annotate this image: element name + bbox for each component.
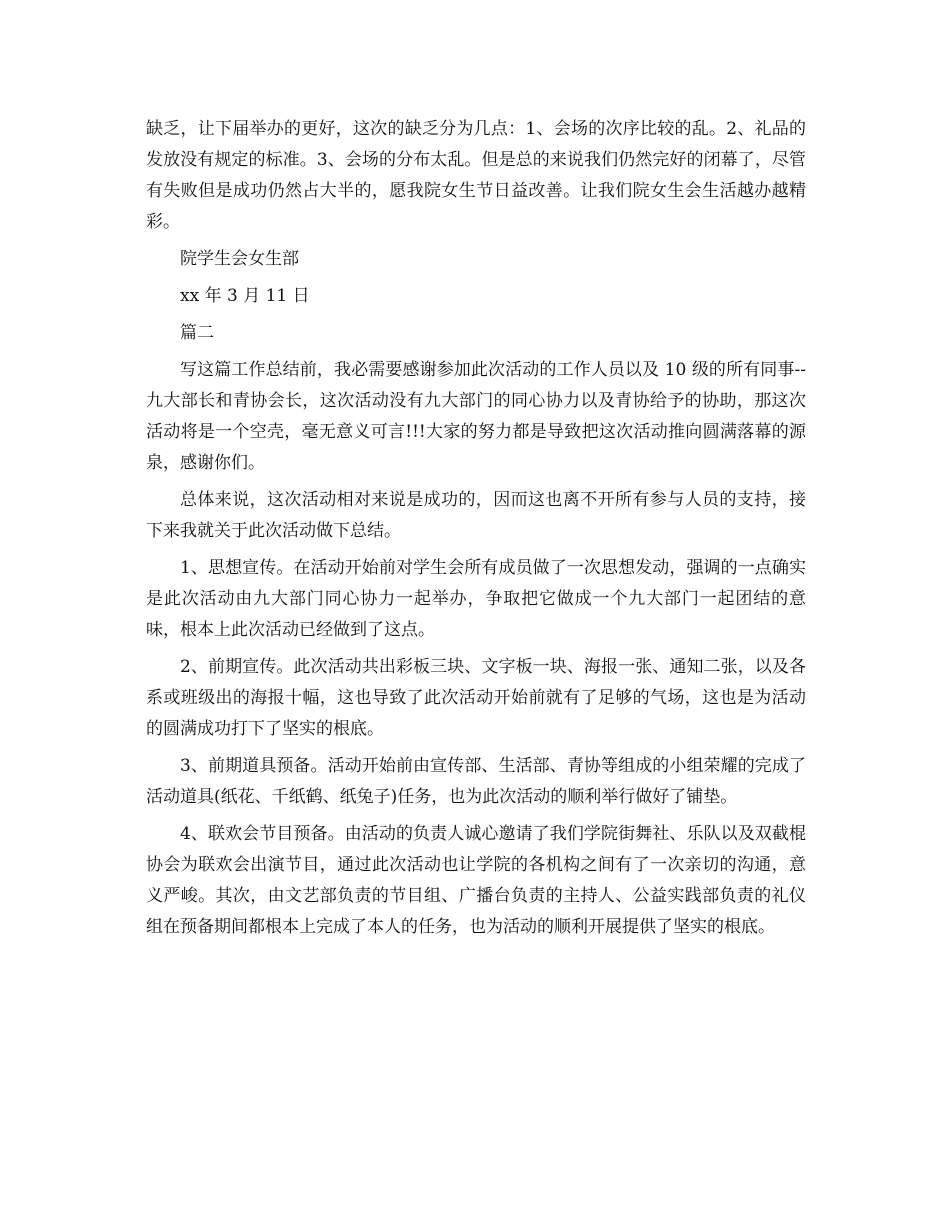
paragraph-item-4: 4、联欢会节目预备。由活动的负责人诚心邀请了我们学院街舞社、乐队以及双截棍协会为联欢会出演节目，通过此次活动也让学院的各机构之间有了一次亲切的沟通，意义严峻。其次，由文艺部负责的节目组、广播台负责的主持人、公益实践部负责的礼仪组在预备期间都根本上完成了本人的任务，也为活动的顺利开展提供了坚实的根底。 xyxy=(146,824,806,937)
section-title: 篇二 xyxy=(180,323,214,343)
paragraph-item-1: 1、思想宣传。在活动开始前对学生会所有成员做了一次思想发动，强调的一点确实是此次活动由九大部门同心协力一起举办，争取把它做成一个九大部门一起团结的意味，根本上此次活动已经做到了这点。 xyxy=(146,558,806,640)
signature-line: 院学生会女生部 xyxy=(180,249,299,269)
date-line: xx 年 3 月 11 日 xyxy=(180,286,310,306)
paragraph-summary: 总体来说，这次活动相对来说是成功的，因而这也离不开所有参与人员的支持，接下来我就关于此次活动做下总结。 xyxy=(146,490,806,541)
document-body xyxy=(146,114,806,949)
paragraph-item-3: 3、前期道具预备。活动开始前由宣传部、生活部、青协等组成的小组荣耀的完成了活动道具(纸花、千纸鹤、纸兔子)任务，也为此次活动的顺利举行做好了铺垫。 xyxy=(146,756,806,807)
paragraph-intro: 写这篇工作总结前，我必需要感谢参加此次活动的工作人员以及 10 级的所有同事--九大部长和青协会长，这次活动没有九大部门的同心协力以及青协给予的协助，那这次活动将是一个空壳，毫无意义可言!!!大家的努力都是导致把这次活动推向圆满落幕的源泉，感谢你们。 xyxy=(146,360,806,473)
paragraph-item-2: 2、前期宣传。此次活动共出彩板三块、文字板一块、海报一张、通知二张，以及各系或班级出的海报十幅，这也导致了此次活动开始前就有了足够的气场，这也是为活动的圆满成功打下了坚实的根底。 xyxy=(146,657,806,739)
paragraph-continuation: 缺乏，让下届举办的更好，这次的缺乏分为几点：1、会场的次序比较的乱。2、礼品的发放没有规定的标准。3、会场的分布太乱。但是总的来说我们仍然完好的闭幕了，尽管有失败但是成功仍然占大半的，愿我院女生节日益改善。让我们院女生会生活越办越精彩。 xyxy=(146,119,806,232)
